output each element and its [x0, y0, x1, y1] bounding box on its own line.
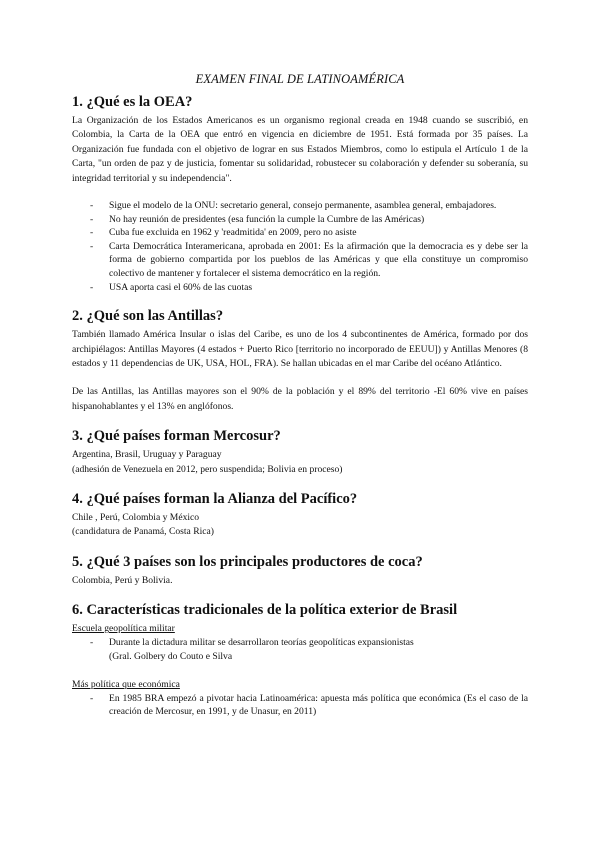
document-page [72, 72, 528, 719]
section-paragraph: De las Antillas, las Antillas mayores son el 90% de la población y el 89% del territorio -El 60% vive en países hispanohablantes y el 13% en anglófonos. [72, 386, 528, 412]
section-line: Argentina, Brasil, Uruguay y Paraguay [72, 449, 222, 461]
list-note: (Gral. Golbery do Couto e Silva [109, 650, 233, 662]
section-alianza-pacifico [72, 491, 528, 540]
section-oea [72, 94, 528, 294]
bullet-list [72, 692, 528, 719]
document-title: EXAMEN FINAL DE LATINOAMÉRICA [195, 72, 405, 86]
section-heading: 5. ¿Qué 3 países son los principales productores de coca? [72, 553, 423, 570]
list-item: - USA aporta casi el 60% de las cuotas [90, 281, 528, 295]
section-line: Colombia, Perú y Bolivia. [72, 574, 173, 586]
list-item: - No hay reunión de presidentes (esa función la cumple la Cumbre de las Américas) [90, 213, 528, 227]
section-heading: 3. ¿Qué países forman Mercosur? [72, 428, 281, 445]
subsection-title: Más política que económica [72, 678, 180, 690]
section-paragraph: La Organización de los Estados Americanos es un organismo regional creada en 1948 cuando se suscribió, en Colombia, la Carta de la OEA que entró en vigencia en diciembre de 1951. Está formada por 35 países. La Organización fue fundada con el objetivo de lograr en sus Estados Miembros, como lo estipula el Artículo 1 de la Carta, "un orden de paz y de justicia, fomentar su solidaridad, robustecer su colaboración y defender su soberanía, su integridad territorial y su independencia". [72, 115, 528, 184]
list-item: - Cuba fue excluida en 1962 y 'readmitida' en 2009, pero no asiste [90, 226, 528, 240]
subsection-title: Escuela geopolítica militar [72, 623, 175, 635]
section-coca [72, 554, 528, 588]
section-line: (adhesión de Venezuela en 2012, pero suspendida; Bolivia en proceso) [72, 463, 343, 475]
bullet-list [72, 199, 528, 294]
list-item: - Carta Democrática Interamericana, aprobada en 2001: Es la afirmación que la democracia es y debe ser la forma de gobierno compartida por los pueblos de las Américas y que ella constituye un compromiso colectivo de mantener y fortalecer el sistema democrático en la región. [90, 240, 528, 281]
list-item: - Sigue el modelo de la ONU: secretario general, consejo permanente, asamblea general, embajadores. [90, 199, 528, 213]
section-heading: 6. Características tradicionales de la política exterior de Brasil [72, 602, 458, 619]
list-item: - Durante la dictadura militar se desarrollaron teorías geopolíticas expansionistas [90, 636, 528, 650]
section-line: Chile , Perú, Colombia y México [72, 512, 200, 524]
section-heading: 1. ¿Qué es la OEA? [72, 94, 193, 110]
bullet-list [72, 636, 528, 650]
section-brasil [72, 602, 528, 719]
section-antillas [72, 308, 528, 414]
section-heading: 2. ¿Qué son las Antillas? [72, 308, 224, 325]
section-mercosur [72, 428, 528, 477]
section-line: (candidatura de Panamá, Costa Rica) [72, 526, 214, 538]
section-paragraph: También llamado América Insular o islas del Caribe, es uno de los 4 subcontinentes de América, formado por dos archipiélagos: Antillas Mayores (4 estados + Puerto Rico [territorio no incorporado de EEUU]) y Antillas Menores (8 estados y 11 dependencias de UK, USA, HOL, FRA). Se hallan ubicadas en el mar Caribe del océano Atlántico. [72, 329, 528, 369]
list-item: - En 1985 BRA empezó a pivotar hacia Latinoamérica: apuesta más política que económica (Es el caso de la creación de Mercosur, en 1991, y de Unasur, en 2011) [90, 692, 528, 719]
section-heading: 4. ¿Qué países forman la Alianza del Pacífico? [72, 491, 358, 508]
